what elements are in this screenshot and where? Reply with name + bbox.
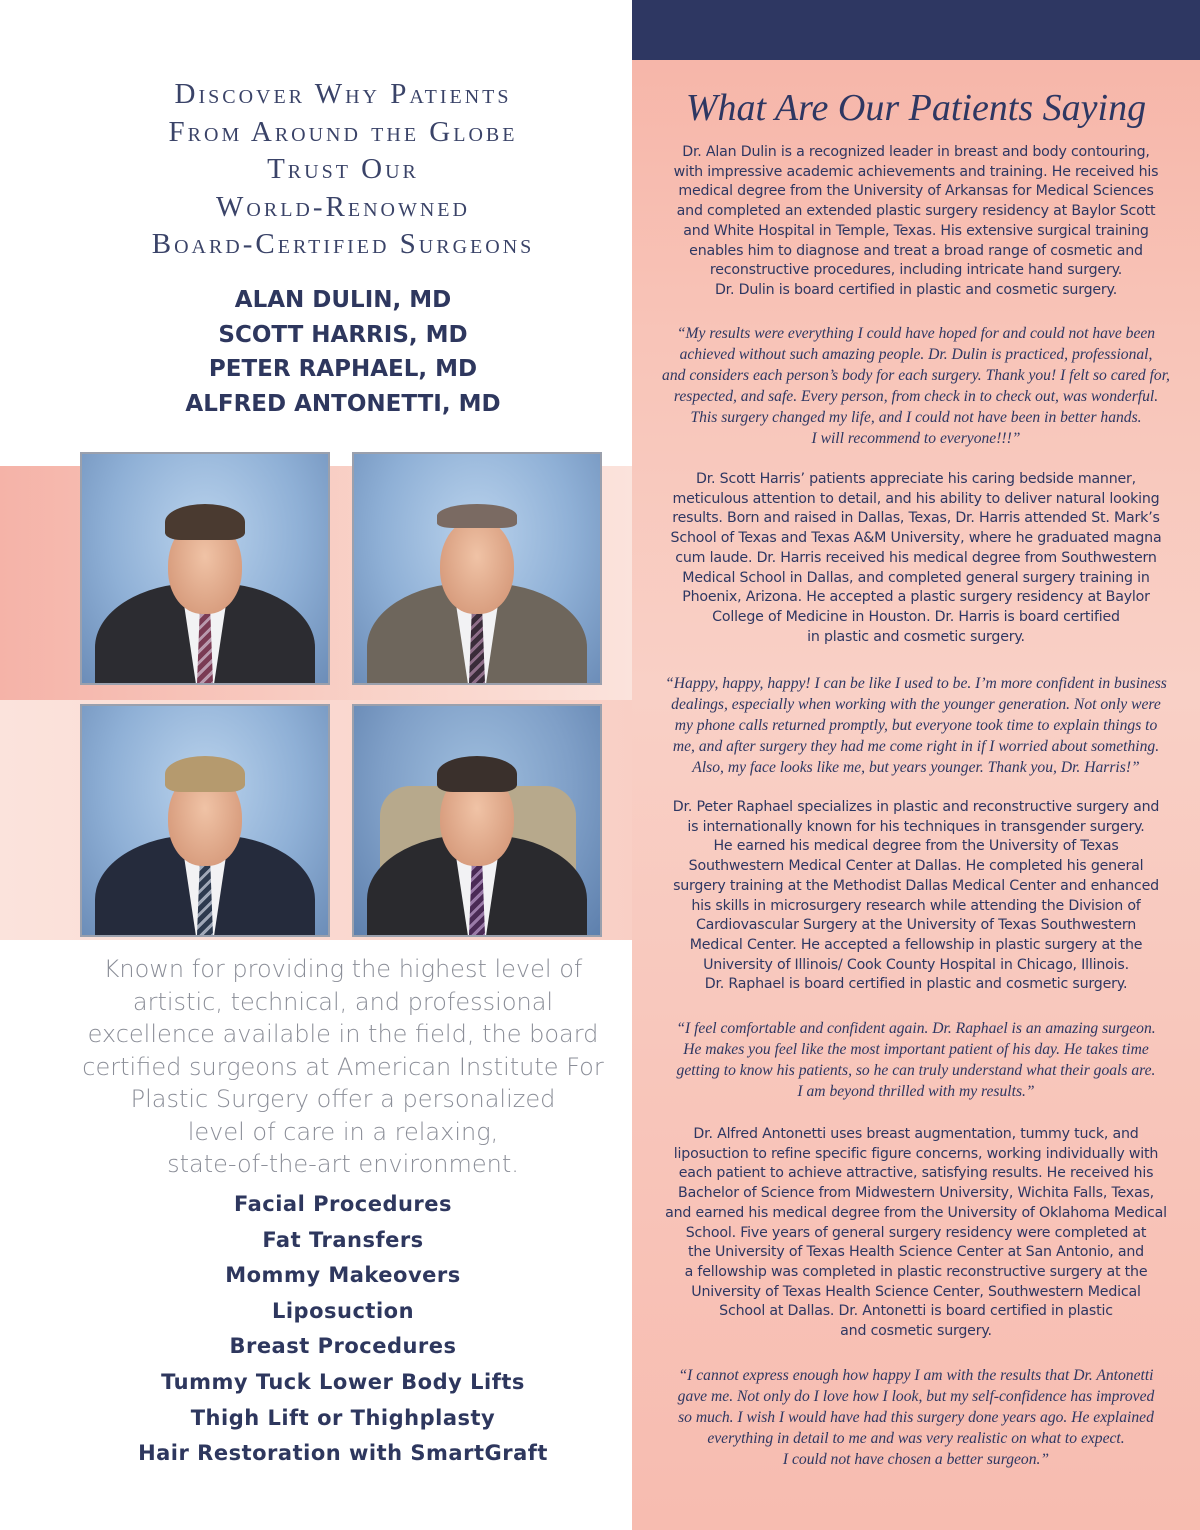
- quote-line: Also, my face looks like me, but years younger. Thank you, Dr. Harris!”: [692, 758, 1140, 776]
- doctor-names: [40, 283, 646, 421]
- bio-line: in plastic and cosmetic surgery.: [807, 628, 1025, 645]
- description-line: excellence available in the field, the board: [87, 1020, 599, 1048]
- testimonial-antonetti: [642, 1366, 1190, 1471]
- bio-line: results. Born and raised in Dallas, Texas, Dr. Harris attended St. Mark’s: [672, 510, 1160, 527]
- bio-line: He earned his medical degree from the University of Texas: [713, 838, 1119, 855]
- procedure-item: Fat Transfers: [262, 1227, 424, 1252]
- section-title: What Are Our Patients Saying: [685, 87, 1147, 129]
- bio-line: enables him to diagnose and treat a broad range of cosmetic and: [689, 242, 1143, 259]
- bio-line: School. Five years of general surgery residency were completed at: [685, 1224, 1147, 1241]
- quote-line: “Happy, happy, happy! I can be like I used to be. I’m more confident in business: [665, 675, 1167, 692]
- quote-line: dealings, especially when working with the younger generation. Not only were: [671, 695, 1161, 713]
- bio-line: School at Dallas. Dr. Antonetti is board certified in plastic: [719, 1303, 1113, 1320]
- procedure-item: Breast Procedures: [229, 1334, 457, 1359]
- bio-line: Bachelor of Science from Midwestern University, Wichita Falls, Texas,: [678, 1185, 1154, 1202]
- bio-line: School of Texas and Texas A&M University, where he graduated magna: [670, 530, 1162, 547]
- quote-line: and considers each person’s body for each surgery. Thank you! I felt so cared for,: [662, 366, 1170, 384]
- testimonial-raphael: [642, 1019, 1190, 1103]
- quote-line: me, and after surgery they had me come right in if I worried about something.: [672, 737, 1160, 755]
- headline-line: World-Renowned: [216, 190, 470, 223]
- procedure-item: Liposuction: [271, 1298, 415, 1323]
- bio-line: liposuction to refine specific figure concerns, working individually with: [673, 1145, 1159, 1162]
- bio-line: each patient to achieve attractive, satisfying results. He received his: [678, 1165, 1154, 1182]
- quote-line: I could not have chosen a better surgeon.”: [782, 1450, 1050, 1468]
- quote-line: “I cannot express enough how happy I am with the results that Dr. Antonetti: [678, 1367, 1154, 1384]
- quote-line: getting to know his patients, so he can truly understand what their goals are.: [676, 1061, 1156, 1079]
- bio-line: with impressive academic achievements and training. He received his: [673, 163, 1159, 180]
- bio-line: Medical School in Dallas, and completed general surgery training in: [682, 569, 1150, 586]
- portrait-hair: [165, 756, 245, 792]
- description-line: state-of-the-art environment.: [167, 1150, 519, 1178]
- portrait-hair: [437, 504, 517, 528]
- quote-line: so much. I wish I would have had this surgery done years ago. He explained: [678, 1408, 1154, 1426]
- doctor-name: SCOTT HARRIS, MD: [218, 321, 468, 348]
- description-line: Known for providing the highest level of: [103, 955, 583, 983]
- bio-line: his skills in microsurgery research while attending the Division of: [691, 897, 1141, 914]
- doctor-portrait-photo: [352, 704, 602, 937]
- bio-raphael: [642, 798, 1190, 995]
- portrait-hair: [437, 756, 517, 792]
- doctor-portrait-photo: [352, 452, 602, 685]
- bio-line: a fellowship was completed in plastic reconstructive surgery at the: [684, 1263, 1148, 1280]
- description-line: certified surgeons at American Institute For: [82, 1052, 604, 1081]
- procedure-item: Hair Restoration with SmartGraft: [138, 1441, 548, 1466]
- quote-line: achieved without such amazing people. Dr. Dulin is practiced, professional,: [679, 345, 1153, 363]
- top-navy-bar: [632, 0, 1200, 60]
- bio-line: the University of Texas Health Science Center at San Antonio, and: [688, 1244, 1144, 1261]
- bio-line: University of Texas Health Science Center, Southwestern Medical: [691, 1283, 1141, 1300]
- bio-line: meticulous attention to detail, and his ability to deliver natural looking: [672, 490, 1160, 507]
- headline-line: Board-Certified Surgeons: [151, 228, 535, 260]
- bio-line: and cosmetic surgery.: [840, 1323, 992, 1340]
- bio-line: Phoenix, Arizona. He accepted a plastic surgery residency at Baylor: [682, 589, 1150, 606]
- headline: [40, 76, 646, 264]
- procedure-item: Thigh Lift or Thighplasty: [190, 1405, 496, 1430]
- description-line: artistic, technical, and professional: [132, 987, 554, 1016]
- bio-line: Medical Center. He accepted a fellowship in plastic surgery at the: [689, 936, 1143, 953]
- quote-line: my phone calls returned promptly, but everyone took time to explain things to: [674, 716, 1158, 734]
- bio-antonetti: [642, 1125, 1190, 1342]
- quote-line: everything in detail to me and was very realistic on what to expect.: [707, 1429, 1125, 1447]
- portrait-face: [440, 518, 514, 614]
- testimonial-harris: [642, 674, 1190, 779]
- quote-line: “I feel comfortable and confident again. Dr. Raphael is an amazing surgeon.: [676, 1020, 1156, 1037]
- bio-dulin: [642, 143, 1190, 301]
- bio-line: and earned his medical degree from the University of Oklahoma Medical: [665, 1204, 1167, 1221]
- bio-line: medical degree from the University of Arkansas for Medical Sciences: [678, 183, 1154, 200]
- procedure-item: Tummy Tuck Lower Body Lifts: [161, 1369, 525, 1394]
- quote-line: respected, and safe. Every person, from check in to check out, was wonderful.: [673, 387, 1159, 405]
- bio-line: and completed an extended plastic surgery residency at Baylor Scott: [676, 203, 1156, 220]
- doctor-name: ALAN DULIN, MD: [234, 287, 452, 313]
- bio-line: cum laude. Dr. Harris received his medical degree from Southwestern: [675, 549, 1157, 566]
- quote-line: “My results were everything I could have hoped for and could not have been: [676, 325, 1156, 342]
- bio-line: Dr. Alfred Antonetti uses breast augmentation, tummy tuck, and: [693, 1126, 1139, 1142]
- quote-line: This surgery changed my life, and I could not have been in better hands.: [690, 408, 1142, 426]
- bio-line: Cardiovascular Surgery at the University of Texas Southwestern: [695, 917, 1137, 934]
- quote-line: gave me. Not only do I love how I look, but my self-confidence has improved: [677, 1387, 1155, 1405]
- quote-line: I will recommend to everyone!!!”: [811, 429, 1021, 447]
- doctor-portrait-photo: [80, 452, 330, 685]
- bio-line: Southwestern Medical Center at Dallas. He completed his general: [688, 858, 1144, 875]
- practice-description: [40, 953, 646, 1181]
- testimonial-dulin: [642, 324, 1190, 449]
- bio-line: Dr. Scott Harris’ patients appreciate his caring bedside manner,: [695, 471, 1136, 487]
- quote-line: He makes you feel like the most important patient of his day. He takes time: [683, 1040, 1149, 1058]
- bio-line: University of Illinois/ Cook County Hospital in Chicago, Illinois.: [703, 956, 1129, 973]
- right-column: [632, 0, 1200, 1530]
- headline-line: From Around the Globe: [168, 115, 518, 148]
- procedure-item: Facial Procedures: [233, 1192, 453, 1216]
- bio-line: Dr. Peter Raphael specializes in plastic and reconstructive surgery and: [672, 799, 1160, 815]
- doctor-portrait-photo: [80, 704, 330, 937]
- description-line: level of care in a relaxing,: [187, 1117, 499, 1146]
- headline-line: Discover Why Patients: [174, 78, 512, 110]
- bio-line: is internationally known for his techniques in transgender surgery.: [687, 818, 1145, 835]
- bio-line: Dr. Dulin is board certified in plastic and cosmetic surgery.: [714, 281, 1118, 298]
- bio-line: surgery training at the Methodist Dallas Medical Center and enhanced: [673, 877, 1159, 894]
- quote-line: I am beyond thrilled with my results.”: [797, 1082, 1035, 1100]
- bio-harris: [642, 470, 1190, 647]
- doctor-name: ALFRED ANTONETTI, MD: [185, 390, 501, 417]
- procedure-item: Mommy Makeovers: [225, 1263, 461, 1288]
- bio-line: College of Medicine in Houston. Dr. Harris is board certified: [712, 608, 1120, 625]
- procedure-list: [40, 1187, 646, 1472]
- description-line: Plastic Surgery offer a personalized: [130, 1085, 556, 1113]
- doctor-name: PETER RAPHAEL, MD: [208, 356, 478, 382]
- bio-line: Dr. Raphael is board certified in plastic and cosmetic surgery.: [704, 976, 1128, 993]
- bio-line: and White Hospital in Temple, Texas. His extensive surgical training: [683, 222, 1149, 239]
- headline-line: Trust Our: [267, 153, 419, 185]
- portrait-hair: [165, 504, 245, 540]
- bio-line: Dr. Alan Dulin is a recognized leader in breast and body contouring,: [682, 144, 1150, 160]
- bio-line: reconstructive procedures, including intricate hand surgery.: [709, 262, 1123, 279]
